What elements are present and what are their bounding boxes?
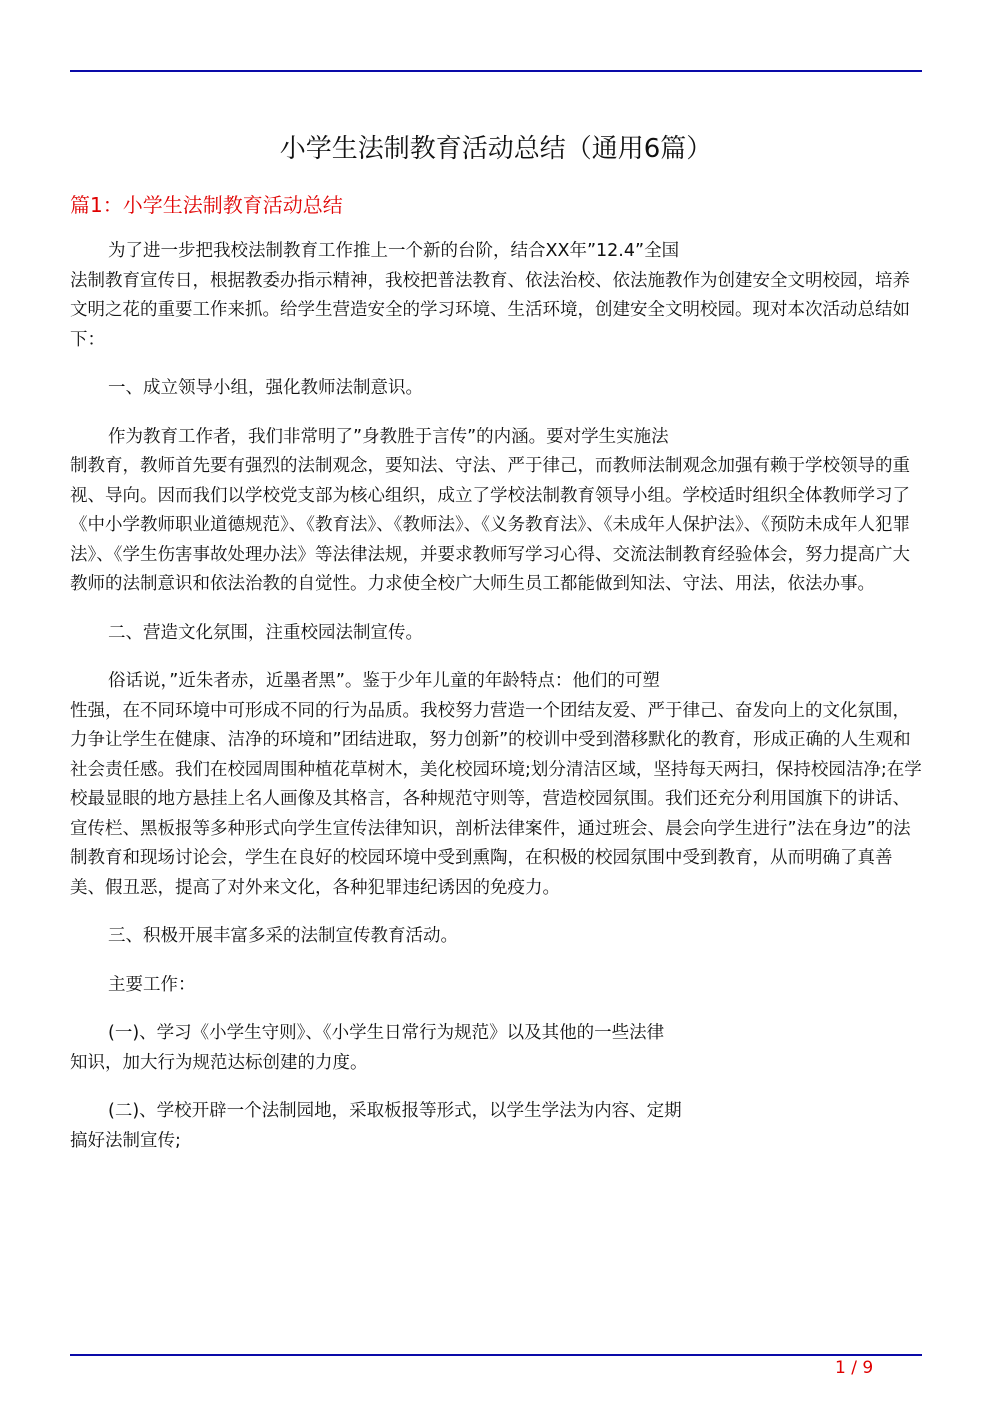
footer-rule — [70, 1354, 922, 1356]
paragraph — [70, 922, 922, 952]
paragraph-first-line: (二)、学校开辟一个法制园地，采取板报等形式，以学生学法为内容、定期 — [108, 1101, 682, 1121]
section-heading: 篇1：小学生法制教育活动总结 — [70, 193, 343, 217]
paragraph — [70, 971, 922, 1001]
document-title: 小学生法制教育活动总结（通用6篇） — [279, 134, 713, 164]
paragraph — [70, 374, 922, 404]
subheading: 一、成立领导小组，强化教师法制意识。 — [108, 378, 423, 398]
subheading: 二、营造文化氛围，注重校园法制宣传。 — [108, 622, 423, 643]
paragraph — [70, 1097, 922, 1156]
paragraph-first-line: 俗话说，”近朱者赤，近墨者黑”。鉴于少年儿童的年龄特点：他们的可塑 — [108, 671, 660, 691]
header-rule — [70, 70, 922, 72]
paragraph-first-line: 为了进一步把我校法制教育工作推上一个新的台阶，结合XX年”12.4”全国 — [108, 241, 680, 261]
paragraph-continuation: 性强，在不同环境中可形成不同的行为品质。我校努力营造一个团结友爱、严于律己、奋发向上的文化氛围，力争让学生在健康、洁净的环境和”团结进取，努力创新”的校训中受到潜移默化的教育，形成正确的人生观和社会责任感。我们在校园周围种植花草树木，美化校园环境;划分清洁区域，坚持每天两扫，保持校园洁净;在学校最显眼的地方悬挂上名人画像及其格言，各种规范守则等，营造校园氛围。我们还充分利用国旗下的讲话、宣传栏、黑板报等多种形式向学生宣传法律知识，剖析法律案件，通过班会、晨会向学生进行”法在身边”的法制教育和现场讨论会，学生在良好的校园环境中受到熏陶，在积极的校园氛围中受到教育，从而明确了真善美、假丑恶，提高了对外来文化，各种犯罪违纪诱因的免疫力。 — [70, 700, 922, 898]
document-body — [70, 237, 922, 1156]
paragraph — [70, 619, 922, 649]
paragraph-continuation: 知识，加大行为规范达标创建的力度。 — [70, 1052, 368, 1073]
paragraph — [70, 237, 922, 355]
paragraph-first-line: 作为教育工作者，我们非常明了”身教胜于言传”的内涵。要对学生实施法 — [108, 426, 669, 447]
paragraph-continuation: 法制教育宣传日，根据教委办指示精神，我校把普法教育、依法治校、依法施教作为创建安全文明校园，培养文明之花的重要工作来抓。给学生营造安全的学习环境、生活环境，创建安全文明校园。现对本次活动总结如下： — [70, 270, 910, 350]
paragraph-continuation: 搞好法制宣传; — [70, 1130, 181, 1151]
subheading: 三、积极开展丰富多采的法制宣传教育活动。 — [108, 926, 458, 946]
subheading: 主要工作： — [108, 974, 196, 995]
paragraph-first-line: (一)、学习《小学生守则》、《小学生日常行为规范》以及其他的一些法律 — [108, 1023, 665, 1043]
paragraph — [70, 423, 922, 600]
paragraph-continuation: 制教育，教师首先要有强烈的法制观念，要知法、守法、严于律己，而教师法制观念加强有赖于学校领导的重视、导向。因而我们以学校党支部为核心组织，成立了学校法制教育领导小组。学校适时组织全体教师学习了《中小学教师职业道德规范》、《教育法》、《教师法》、《义务教育法》、《未成年人保护法》、《预防未成年人犯罪法》、《学生伤害事故处理办法》等法律法规，并要求教师写学习心得、交流法制教育经验体会，努力提高广大教师的法制意识和依法治教的自觉性。力求使全校广大师生员工都能做到知法、守法、用法，依法办事。 — [70, 456, 910, 594]
paragraph — [70, 1019, 922, 1078]
paragraph — [70, 667, 922, 903]
page-number: 1 / 9 — [835, 1358, 874, 1378]
